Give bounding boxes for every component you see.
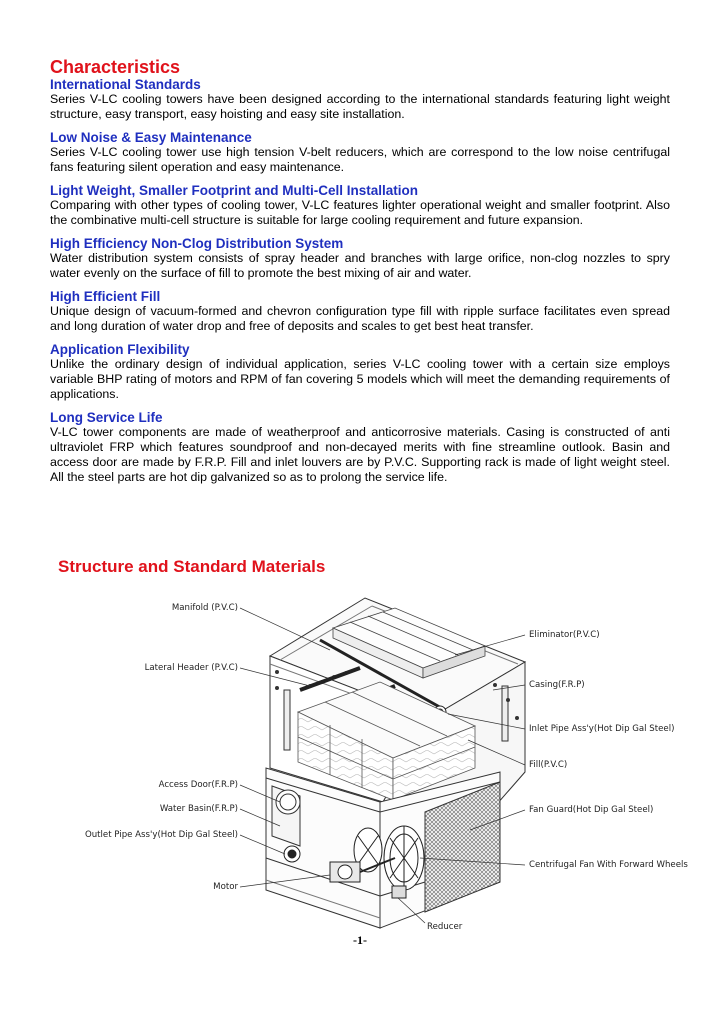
label-casing: Casing(F.R.P) bbox=[529, 680, 585, 690]
section-international-standards bbox=[50, 77, 670, 122]
section-efficient-fill bbox=[50, 289, 670, 334]
label-fill: Fill(P.V.C) bbox=[529, 760, 568, 770]
section-body: Series V-LC cooling towers have been designed according to the international standards featuring light weight structure, easy transport, easy hoisting and easy site installation. bbox=[50, 92, 670, 121]
section-light-weight bbox=[50, 183, 670, 228]
section-application-flexibility bbox=[50, 342, 670, 402]
section-heading: Long Service Life bbox=[50, 410, 163, 425]
section-heading: International Standards bbox=[50, 77, 201, 92]
page-title: Characteristics bbox=[50, 57, 181, 77]
label-outlet-pipe: Outlet Pipe Ass'y(Hot Dip Gal Steel) bbox=[84, 830, 238, 840]
section-heading: Low Noise & Easy Maintenance bbox=[50, 130, 252, 145]
section-service-life bbox=[50, 410, 670, 485]
section-body: Comparing with other types of cooling tower, V-LC features lighter operational weight and smaller footprint. Also the combinative multi-cell structure is suitable for large cooling requirement and future expansion. bbox=[50, 198, 670, 227]
label-fan-guard: Fan Guard(Hot Dip Gal Steel) bbox=[529, 805, 654, 815]
section-heading: Application Flexibility bbox=[50, 342, 190, 357]
section-heading: High Efficiency Non-Clog Distribution System bbox=[50, 236, 344, 251]
structure-title: Structure and Standard Materials bbox=[58, 557, 326, 576]
label-water-basin: Water Basin(F.R.P) bbox=[159, 804, 238, 814]
access-door bbox=[272, 786, 300, 846]
section-distribution-system bbox=[50, 236, 670, 281]
label-inlet-pipe: Inlet Pipe Ass'y(Hot Dip Gal Steel) bbox=[529, 724, 675, 734]
label-manifold: Manifold (P.V.C) bbox=[171, 603, 238, 613]
section-body: Series V-LC cooling tower use high tension V-belt reducers, which are correspond to the low noise centrifugal fans featuring silent operation and easy maintenance. bbox=[50, 145, 670, 174]
section-body: Water distribution system consists of spray header and branches with large orifice, non-clog nozzles to spry water evenly on the surface of fill to promote the best mixing of air and water. bbox=[50, 251, 670, 280]
section-low-noise bbox=[50, 130, 670, 175]
section-body: Unlike the ordinary design of individual application, series V-LC cooling tower with a certain size employs variable BHP rating of motors and RPM of fan covering 5 models which will meet the demanding requirements of applications. bbox=[50, 357, 670, 401]
label-lateral-header: Lateral Header (P.V.C) bbox=[144, 663, 238, 673]
section-body: V-LC tower components are made of weatherproof and anticorrosive materials. Casing is constructed of anti ultraviolet FRP which features soundproof and non-decayed merits with fine streamline outlook. Basin and access door are made by F.R.P. Fill and inlet louvers are by P.V.C. Supporting rack is made of light weight steel. All the steel parts are hot dip galvanized so as to prolong the service life. bbox=[50, 425, 670, 484]
label-motor: Motor bbox=[213, 882, 238, 892]
section-body: Unique design of vacuum-formed and chevron configuration type fill with ripple surface facilitates even spread and long duration of water drop and free of deposits and scales to get best heat transfer. bbox=[50, 304, 670, 333]
label-eliminator: Eliminator(P.V.C) bbox=[529, 630, 600, 640]
characteristics-list bbox=[50, 77, 670, 493]
label-centrifugal-fan: Centrifugal Fan With Forward Wheels bbox=[529, 860, 688, 870]
page-number: -1- bbox=[353, 933, 367, 947]
label-access-door: Access Door(F.R.P) bbox=[158, 780, 238, 790]
cooling-tower-drawing bbox=[0, 590, 720, 940]
section-heading: Light Weight, Smaller Footprint and Multi-Cell Installation bbox=[50, 183, 418, 198]
label-reducer: Reducer bbox=[427, 922, 463, 932]
cooling-tower-diagram bbox=[0, 590, 720, 940]
section-heading: High Efficient Fill bbox=[50, 289, 161, 304]
